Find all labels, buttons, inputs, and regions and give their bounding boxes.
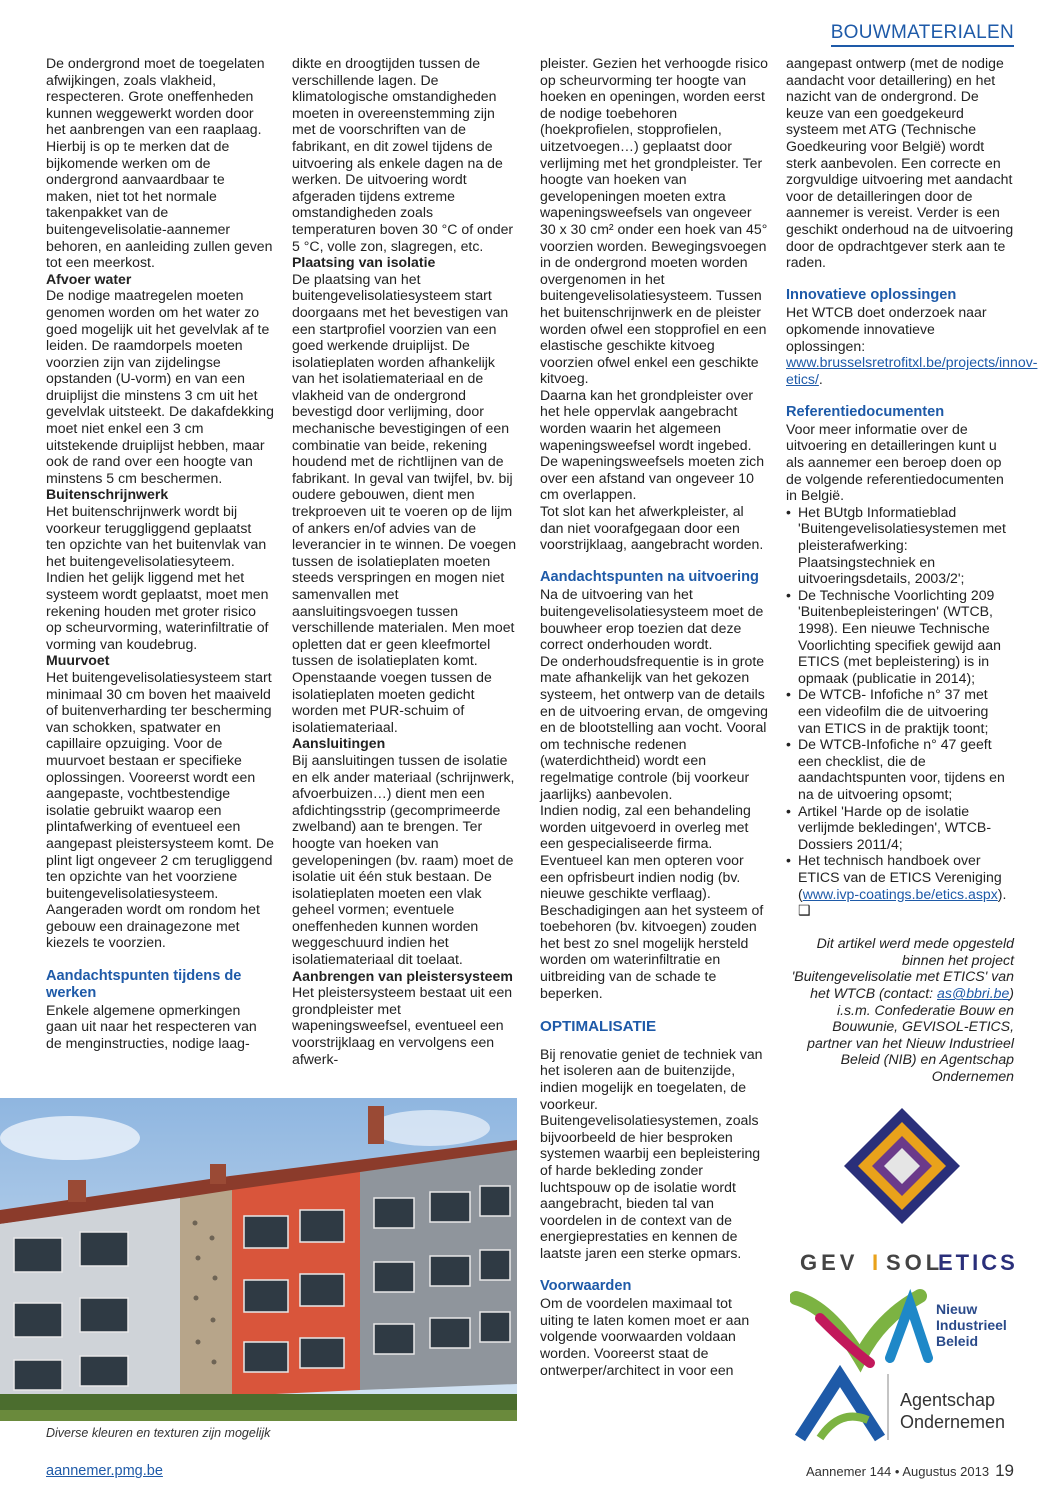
paragraph: De onderhoudsfrequentie is in grote mate afhankelijk van het gekozen systeem, het ontwerp van de details en de uitvoering ervan, de omgeving en de blootstelling aan vocht. Vooral om technische redenen (waterdichtheid) wordt een regelmatige controle (bij voorkeur jaarlijks) aanbevolen.: [540, 652, 768, 802]
list-item: • Artikel 'Harde op de isolatie verlijmde bekledingen', WTCB-Dossiers 2011/4;: [786, 803, 1014, 853]
paragraph: Bij aansluitingen tussen de isolatie en elk ander materiaal (schrijnwerk, afvoerbuizen…) dient men een afdichtingsstrip (gecomprimeerde zwelband) aan te brengen. Ter hoogte van hoeken van gevelopeningen (bv. raam) moet de isolatie uit één stuk bestaan. De isolatieplaten moeten een vlak geheel vormen; eventuele oneffenheden kunnen worden weggeschuurd indien het isolatiemateriaal dit toelaat.: [292, 751, 515, 968]
innov-link[interactable]: www.brusselsretrofitxl.be/projects/innov-etics/: [786, 354, 1038, 387]
column-4: [786, 55, 1038, 1085]
paragraph: Het buitengevelisolatiesysteem start minimaal 30 cm boven het maaiveld of buitenverharding ter bescherming van schokken, spatwater en capillaire opzuiging. Voor de muurvoet bestaan er specifieke oplossingen. Vooreerst wordt een aangepaste, vochtbestendige isolatie gebruikt waarop een plintafwerking of eventueel een aangepast pleistersysteem komt. De plint ligt ongeveer 2 cm terugliggend ten opzichte van het voorziene buitengevelisolatiesysteem. Aangeraden wordt om rondom het gebouw een drainagezone met kiezels te voorzien.: [46, 668, 274, 951]
heading-voorwaarden: Voorwaarden: [540, 1278, 632, 1295]
gevisol-text-a: GEV: [800, 1250, 859, 1275]
nib-text-3: Beleid: [936, 1333, 979, 1349]
contact-email-link[interactable]: as@bbri.be: [937, 985, 1010, 1002]
photo-caption: Diverse kleuren en texturen zijn mogelijk: [46, 1426, 271, 1440]
list-item: • De WTCB- Infofiche n° 37 met een videofilm die de uitvoering van ETICS in de praktijk toont;: [786, 686, 1014, 736]
list-item: • De Technische Voorlichting 209 'Buitenbepleisteringen' (WTCB, 1998). Een nieuwe Technische Voorlichting specifiek gewijd aan ETICS (met bepleistering) is in opmaak (publicatie in 2014);: [786, 587, 1014, 687]
etics-link[interactable]: www.ivp-coatings.be/etics.aspx: [802, 885, 998, 902]
section-label: BOUWMATERIALEN: [831, 22, 1014, 47]
footer-site-link[interactable]: aannemer.pmg.be: [46, 1463, 163, 1479]
gevisol-text-d: ETICS: [938, 1250, 1015, 1275]
paragraph: Na de uitvoering van het buitengevelisolatiesysteem moet de bouwheer erop toezien dat deze correct onderhouden wordt.: [540, 586, 764, 653]
column-3: [540, 55, 768, 1378]
nib-text-2: Industrieel: [936, 1317, 1007, 1333]
paragraph: Indien nodig, zal een behandeling worden uitgevoerd in overleg met een gespecialiseerde firma. Eventueel kan men opteren voor een opfrisbeurt indien nodig (bv. nieuwe geschikte verflaag). Beschadigingen aan het systeem of toebehoren (bv. kitvoegen) zouden het best zo snel mogelijk hersteld worden om waterinfiltratie en uitbreiding van de schade te beperken.: [540, 802, 764, 1001]
heading-aandachtspunten-werken: Aandachtspunten tijdens de werken: [46, 967, 242, 1001]
paragraph: pleister. Gezien het verhoogde risico op scheurvorming ter hoogte van hoeken en openingen, worden eerst de nodige toebehoren (hoekprofielen, stopprofielen, uitzetvoegen…) geplaatst door verlijming met het grondpleister. Ter hoogte van hoeken van gevelopeningen moeten extra wapeningsweefsels van ongeveer 30 x 30 cm² onder een hoek van 45° voorzien worden. Bewegingsvoegen in de ondergrond moeten worden overgenomen in het buitengevelisolatiesysteem. Tussen het buitenschrijnwerk en de pleister worden ofwel een stopprofiel en een elastische geschikte kitvoeg voorzien ofwel enkel een geschikte kitvoeg.: [540, 55, 768, 387]
paragraph: Het WTCB doet onderzoek naar opkomende innovatieve oplossingen: www.brusselsretrofitxl.be/projects/innov-etics/.: [786, 304, 1038, 387]
list-item: • Het BUtgb Informatieblad 'Buitengevelisolatiesystemen met pleisterafwerking: Plaatsingstechniek en uitvoeringsdetails, 2003/2';: [786, 504, 1014, 587]
building-photo: [0, 1098, 517, 1421]
column-2: [292, 55, 520, 1067]
issue-label: Aannemer 144 • Augustus 2013: [806, 1464, 990, 1479]
paragraph: Het buitenschrijnwerk wordt bij voorkeur teruggliggend geplaatst ten opzichte van het buitenvlak van het buitengevelisolatiesyteem. Indien het gelijk liggend met het systeem wordt geplaatst, moet men rekening houden met groter risico op scheurvorming, waterinfiltratie of vorming van koudebrug.: [46, 503, 269, 652]
subheading-aansluitingen: Aansluitingen: [292, 735, 386, 752]
paragraph: aangepast ontwerp (met de nodige aandacht voor detaillering) en het nazicht van de ondergrond. De keuze van een goedgekeurd systeem met ATG (Technische Goedkeuring voor België) wordt sterk aanbevolen. Een correcte en zorgvuldige uitvoering met aandacht voor de detailleringen door de aannemer is vereist. Verder is een geschikt onderhoud na de uitvoering door de opdrachtgever sterk aan te raden.: [786, 55, 1014, 271]
end-mark-icon: ❑: [798, 902, 811, 919]
paragraph: Tot slot kan het afwerkpleister, al dan niet voorafgegaan door een voorstrijklaag, aangebracht worden.: [540, 503, 764, 553]
page-number: 19: [995, 1461, 1014, 1480]
paragraph: Het pleistersysteem bestaat uit een grondpleister met wapeningsweefsel, eventueel een voorstrijklaag en vervolgens een afwerk-: [292, 984, 513, 1067]
paragraph: Om de voordelen maximaal tot uiting te laten komen moet er aan volgende voorwaarden voldaan worden. Vooreerst staat de ontwerper/architect in voor een: [540, 1295, 750, 1378]
article-credit: Dit artikel werd mede opgesteld binnen het project 'Buitengevelisolatie met ETICS' van het WTCB (contact: as@bbri.be) i.s.m. Confederatie Bouw en Bouwunie, GEVISOL-ETICS, partner van het Nieuw Industrieel Beleid (NIB) en Agentschap Ondernemen: [791, 935, 1014, 1085]
paragraph: Enkele algemene opmerkingen gaan uit naar het respecteren van de menginstructies, nodige laag-: [46, 1001, 257, 1051]
paragraph: De nodige maatregelen moeten genomen worden om het water zo goed mogelijk uit het gevelvlak af te leiden. De raamdorpels moeten voorzien zijn van zijdelingse opstanden (U-vorm) en van een druiplijst die minstens 3 cm uit het gevelvlak uitsteekt. De dakafdekking moet niet enkel een 3 cm uitstekende druiplijst hebben, maar ook de rand over een hoogte van minstens 5 cm beschermen.: [46, 287, 274, 486]
subheading-buitenschrijnwerk: Buitenschrijnwerk: [46, 486, 169, 503]
subheading-aanbrengen: Aanbrengen van pleistersysteem: [292, 967, 513, 984]
reference-list: [786, 504, 1014, 919]
paragraph: Bij renovatie geniet de techniek van het isoleren aan de buitenzijde, indien mogelijk en toegelaten, de voorkeur. Buitengevelisolatiesystemen, zoals bijvoorbeeld de hier besproken systemen waarbij een bepleistering of harde bekleding zonder luchtspouw op de isolatie wordt aangebracht, bieden tal van voordelen in de context van de energieprestaties en kennen de laatste jaren een sterke opmars.: [540, 1045, 763, 1261]
gevisol-text-b: I: [872, 1250, 879, 1275]
heading-innovatieve: Innovatieve oplossingen: [786, 287, 957, 304]
nib-logo: [796, 1296, 928, 1363]
heading-optimalisatie: OPTIMALISATIE: [540, 1017, 657, 1035]
heading-referentiedocumenten: Referentiedocumenten: [786, 403, 945, 420]
agentschap-text-1: Agentschap: [900, 1390, 996, 1410]
agentschap-text-2: Ondernemen: [900, 1412, 1006, 1432]
paragraph: dikte en droogtijden tussen de verschillende lagen. De klimatologische omstandigheden moeten in overeenstemming zijn met de voorschriften van de fabrikant, en dit zowel tijdens de uitvoering als enkele dagen na de werken. De uitvoering wordt afgeraden tijdens extreme omstandigheden zoals temperaturen boven 30 °C of onder 5 °C, volle zon, slagregen, etc.: [292, 55, 514, 254]
list-item: • De WTCB-Infofiche n° 47 geeft een checklist, die de aandachtspunten voor, tijdens en na de uitvoering opsomt;: [786, 736, 1014, 802]
footer-issue: [806, 1461, 1014, 1481]
paragraph: Voor meer informatie over de uitvoering en detailleringen kunt u als aannemer een beroep doen op de volgende referentiedocumenten in België.: [786, 420, 1004, 504]
paragraph: Daarna kan het grondpleister over het hele oppervlak aangebracht worden waarin het algemeen wapeningsweefsel wordt ingebed. De wapeningsweefsels moeten zich over een afstand van ongeveer 10 cm overlappen.: [540, 386, 765, 503]
paragraph: De plaatsing van het buitengevelisolatiesysteem start doorgaans met het bevestigen van een startprofiel voorzien van een goed werkende druiplijst. De isolatieplaten worden afhankelijk van het isolatiemateriaal en de vlakheid van de ondergrond bevestigd door verlijming, door mechanische bevestigingen of een combinatie van beide, rekening houdend met de richtlijnen van de fabrikant. In geval van twijfel, bv. bij oudere gebouwen, dient men trekproeven uit te voeren op de lijm of ankers en/of advies van de leverancier in te winnen. De voegen tussen de isolatieplaten moeten steeds verspringen en mogen niet samenvallen met aansluitingsvoegen tussen verschillende materialen. Men moet opletten dat er geen kleefmortel tussen de isolatieplaten komt. Openstaande voegen tussen de isolatieplaten moeten gedicht worden met PUR-schuim of isolatiemateriaal.: [292, 270, 517, 735]
gevisol-text-c: SOL: [886, 1250, 944, 1275]
subheading-afvoer: Afvoer water: [46, 270, 132, 287]
column-1: [46, 55, 274, 1051]
heading-aandachtspunten-na: Aandachtspunten na uitvoering: [540, 569, 759, 586]
subheading-plaatsing: Plaatsing van isolatie: [292, 254, 436, 271]
partner-logos: [790, 1108, 1015, 1443]
subheading-muurvoet: Muurvoet: [46, 652, 110, 669]
agentschap-logo: [800, 1374, 888, 1440]
list-item: • Het technisch handboek over ETICS van de ETICS Vereniging (www.ivp-coatings.be/etics.aspx). ❑: [786, 852, 1014, 918]
paragraph: De ondergrond moet de toegelaten afwijkingen, zoals vlakheid, respecteren. Grote oneffenheden kunnen weggewerkt worden door het aanbrengen van een raaplaag. Hierbij is op te merken dat de bijkomende werken om de ondergrond aanvaardbaar te maken, niet tot het normale takenpakket van de buitengevelisolatie-aannemer behoren, en aanleiding zullen geven tot een meerkost.: [46, 55, 273, 271]
nib-text-1: Nieuw: [936, 1301, 978, 1317]
gevisol-logo: [844, 1108, 960, 1224]
